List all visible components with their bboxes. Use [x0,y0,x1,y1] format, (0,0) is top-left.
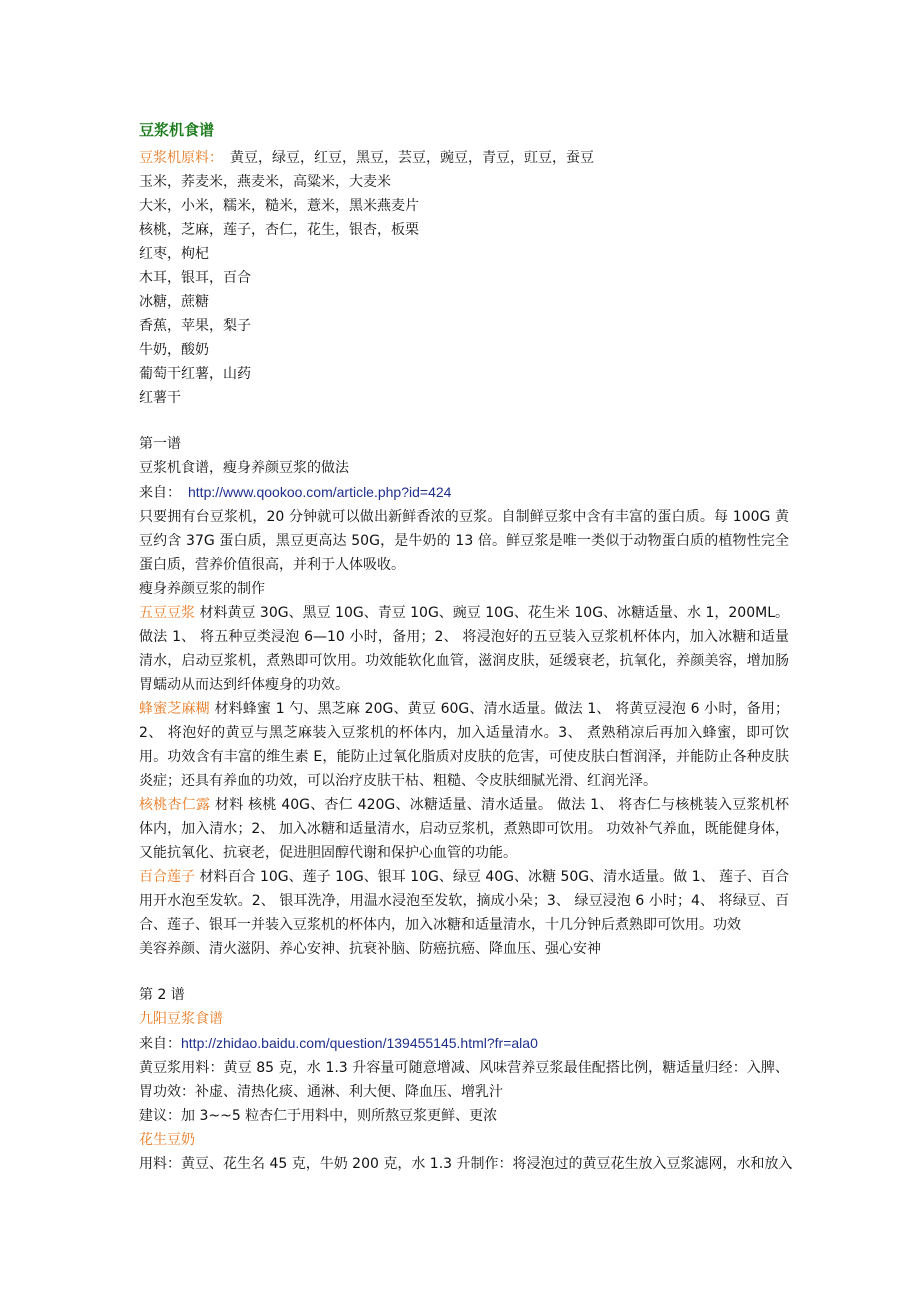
peanut-title: 花生豆奶 [139,1132,195,1148]
ingredients-text: 黄豆，绿豆，红豆，黑豆，芸豆，豌豆，青豆，豇豆，蚕豆 [216,150,594,166]
recipe1-heading: 第一谱 [139,436,181,452]
suggestion: 建议：加 3~~5 粒杏仁于用料中，则所熬豆浆更鲜、更浓 [139,1108,498,1124]
ingredient-line: 木耳，银耳，百合 [139,270,251,286]
spacer [139,422,789,432]
source-label: 来自： [139,485,188,501]
recipe-item-text: 材料 核桃 40G、杏仁 420G、冰糖适量、清水适量。 做法 1、 将杏仁与核桃装入豆浆机杯体内，加入清水；2、 加入冰糖和适量清水，启动豆浆机，煮熟即可饮用。 功效补气养血，既能健身体，又能抗氧化、抗衰老，促进胆固醇代谢和保护心血管的功能。 [139,797,789,861]
ingredient-line: 牛奶，酸奶 [139,342,209,358]
recipe-item-text: 材料百合 10G、莲子 10G、银耳 10G、绿豆 40G、冰糖 50G、清水适量。做 1、 莲子、百合用开水泡至发软。2、 银耳洗净，用温水浸泡至发软，摘成小朵；3、 绿豆浸泡 6 小时；4、 将绿豆、百合、莲子、银耳一并装入豆浆机的杯体内，加入冰糖和适量清水，十几分钟后煮熟即可饮用。功效 [139,869,789,933]
recipe-item [139,793,789,865]
recipe1-source [139,480,789,505]
recipe-item-text: 材料蜂蜜 1 勺、黑芝麻 20G、黄豆 60G、清水适量。做法 1、 将黄豆浸泡 6 小时，备用；2、 将泡好的黄豆与黑芝麻装入豆浆机的杯体内，加入适量清水。3、 煮熟稍凉后再加入蜂蜜，即可饮用。功效含有丰富的维生素 E，能防止过氧化脂质对皮肤的危害，可使皮肤白皙润泽，并能防止各种皮肤炎症；还具有养血的功效，可以治疗皮肤干枯、粗糙、令皮肤细腻光滑、红润光泽。 [139,701,789,789]
soy-milk-recipe: 黄豆浆用料：黄豆 85 克，水 1.3 升容量可随意增减、风味营养豆浆最佳配搭比例，糖适量归经：入脾、胃功效：补虚、清热化痰、通淋、利大便、降血压、增乳汁 [139,1060,789,1100]
recipe-item-name: 五豆豆浆 [139,605,196,621]
ingredient-line: 玉米，荞麦米，燕麦米，高粱米，大麦米 [139,174,391,190]
source-link[interactable]: http://www.qookoo.com/article.php?id=424 [188,484,452,500]
ingredient-line: 葡萄干红薯，山药 [139,366,251,382]
spacer [139,410,789,422]
recipe-item-name: 核桃杏仁露 [139,797,211,813]
ingredient-line: 红枣，枸杞 [139,246,209,262]
recipe1-intro: 只要拥有台豆浆机，20 分钟就可以做出新鲜香浓的豆浆。自制鲜豆浆中含有丰富的蛋白质。每 100G 黄豆约含 37G 蛋白质，黑豆更高达 50G，是牛奶的 13 倍。鲜豆浆是唯一类似于动物蛋白质的植物性完全蛋白质，营养价值很高，并利于人体吸收。 [139,509,789,573]
source-label: 来自： [139,1036,181,1052]
recipe2-source [139,1031,789,1056]
ingredients-first-line [139,146,789,170]
page-title: 豆浆机食谱 [139,121,215,139]
spacer [139,973,789,983]
ingredients-label: 豆浆机原料： [139,150,216,166]
spacer [139,961,789,973]
ingredient-line: 冰糖，蔗糖 [139,294,209,310]
recipe-item [139,601,789,697]
recipe-item [139,697,789,793]
recipe-item [139,865,789,937]
recipe1-subtitle: 豆浆机食谱，瘦身养颜豆浆的做法 [139,460,349,476]
recipe-item-name: 百合莲子 [139,869,196,885]
recipe2-heading: 第 2 谱 [139,987,185,1003]
recipe2-title: 九阳豆浆食谱 [139,1011,223,1027]
ingredient-line: 核桃，芝麻，莲子，杏仁，花生，银杏，板栗 [139,222,419,238]
recipe-item-effects: 美容养颜、清火滋阴、养心安神、抗衰补脑、防癌抗癌、降血压、强心安神 [139,941,601,957]
peanut-recipe: 用料：黄豆、花生名 45 克，牛奶 200 克，水 1.3 升制作：将浸泡过的黄豆花生放入豆浆滤网，水和放入 [139,1156,793,1172]
document-page [139,118,793,1176]
ingredient-line: 大米，小米，糯米，糙米，薏米，黑米燕麦片 [139,198,419,214]
ingredient-line: 香蕉，苹果，梨子 [139,318,251,334]
recipe-item-text: 材料黄豆 30G、黑豆 10G、青豆 10G、豌豆 10G、花生米 10G、冰糖适量、水 1，200ML。 做法 1、 将五种豆类浸泡 6—10 小时，备用；2、 将浸泡好的五豆装入豆浆机杯体内，加入冰糖和适量清水，启动豆浆机，煮熟即可饮用。功效能软化血管，滋润皮肤，延缓衰老，抗氧化，养颜美容，增加肠胃蠕动从而达到纤体瘦身的功效。 [139,605,790,693]
recipe1-section-title: 瘦身养颜豆浆的制作 [139,581,265,597]
ingredient-line: 红薯干 [139,390,181,406]
source-link[interactable]: http://zhidao.baidu.com/question/139455145.html?fr=ala0 [181,1035,538,1051]
recipe-item-name: 蜂蜜芝麻糊 [139,701,210,717]
